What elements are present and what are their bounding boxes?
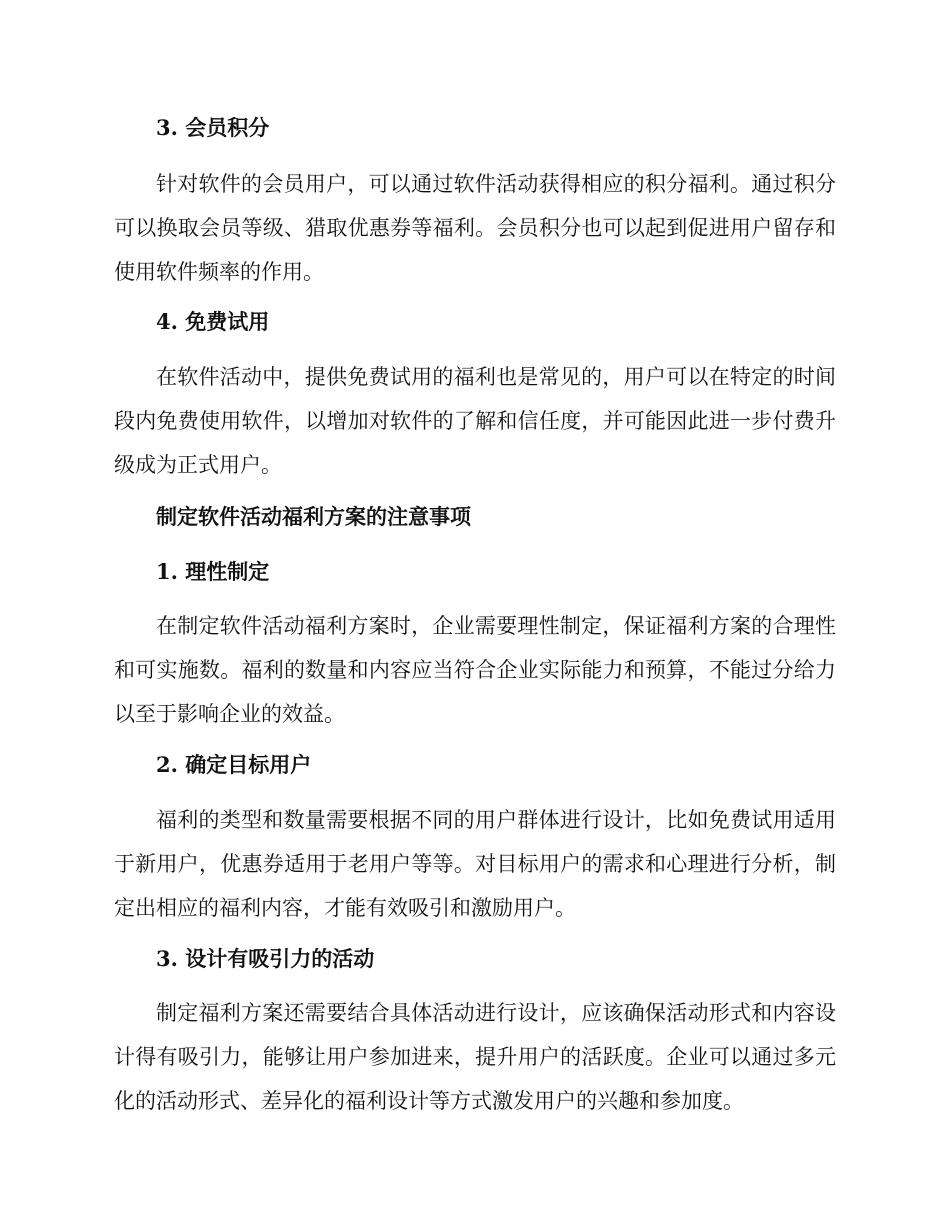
section-heading-attractive-activity: 3. 设计有吸引力的活动 — [156, 946, 375, 971]
section-heading-target-users: 2. 确定目标用户 — [156, 752, 312, 777]
paragraph-free-trial: 在软件活动中，提供免费试用的福利也是常见的，用户可以在特定的时间段内免费使用软件，以增加对软件的了解和信任度，并可能因此进一步付费升级成为正式用户。 — [114, 365, 836, 477]
section-heading-notes: 制定软件活动福利方案的注意事项 — [156, 504, 471, 529]
paragraph-target-users: 福利的类型和数量需要根据不同的用户群体进行设计，比如免费试用适用于新用户，优惠券适用于老用户等等。对目标用户的需求和心理进行分析，制定出相应的福利内容，才能有效吸引和激励用户。 — [114, 808, 836, 920]
section-heading-rational: 1. 理性制定 — [156, 559, 270, 584]
paragraph-attractive-activity: 制定福利方案还需要结合具体活动进行设计，应该确保活动形式和内容设计得有吸引力，能够让用户参加进来，提升用户的活跃度。企业可以通过多元化的活动形式、差异化的福利设计等方式激发用户的兴趣和参加度。 — [114, 1001, 836, 1113]
paragraph-rational: 在制定软件活动福利方案时，企业需要理性制定，保证福利方案的合理性和可实施数。福利的数量和内容应当符合企业实际能力和预算，不能过分给力以至于影响企业的效益。 — [114, 614, 836, 726]
paragraph-member-points: 针对软件的会员用户，可以通过软件活动获得相应的积分福利。通过积分可以换取会员等级、猎取优惠券等福利。会员积分也可以起到促进用户留存和使用软件频率的作用。 — [114, 172, 836, 284]
section-heading-free-trial: 4. 免费试用 — [156, 309, 270, 334]
section-heading-member-points: 3. 会员积分 — [156, 115, 270, 140]
